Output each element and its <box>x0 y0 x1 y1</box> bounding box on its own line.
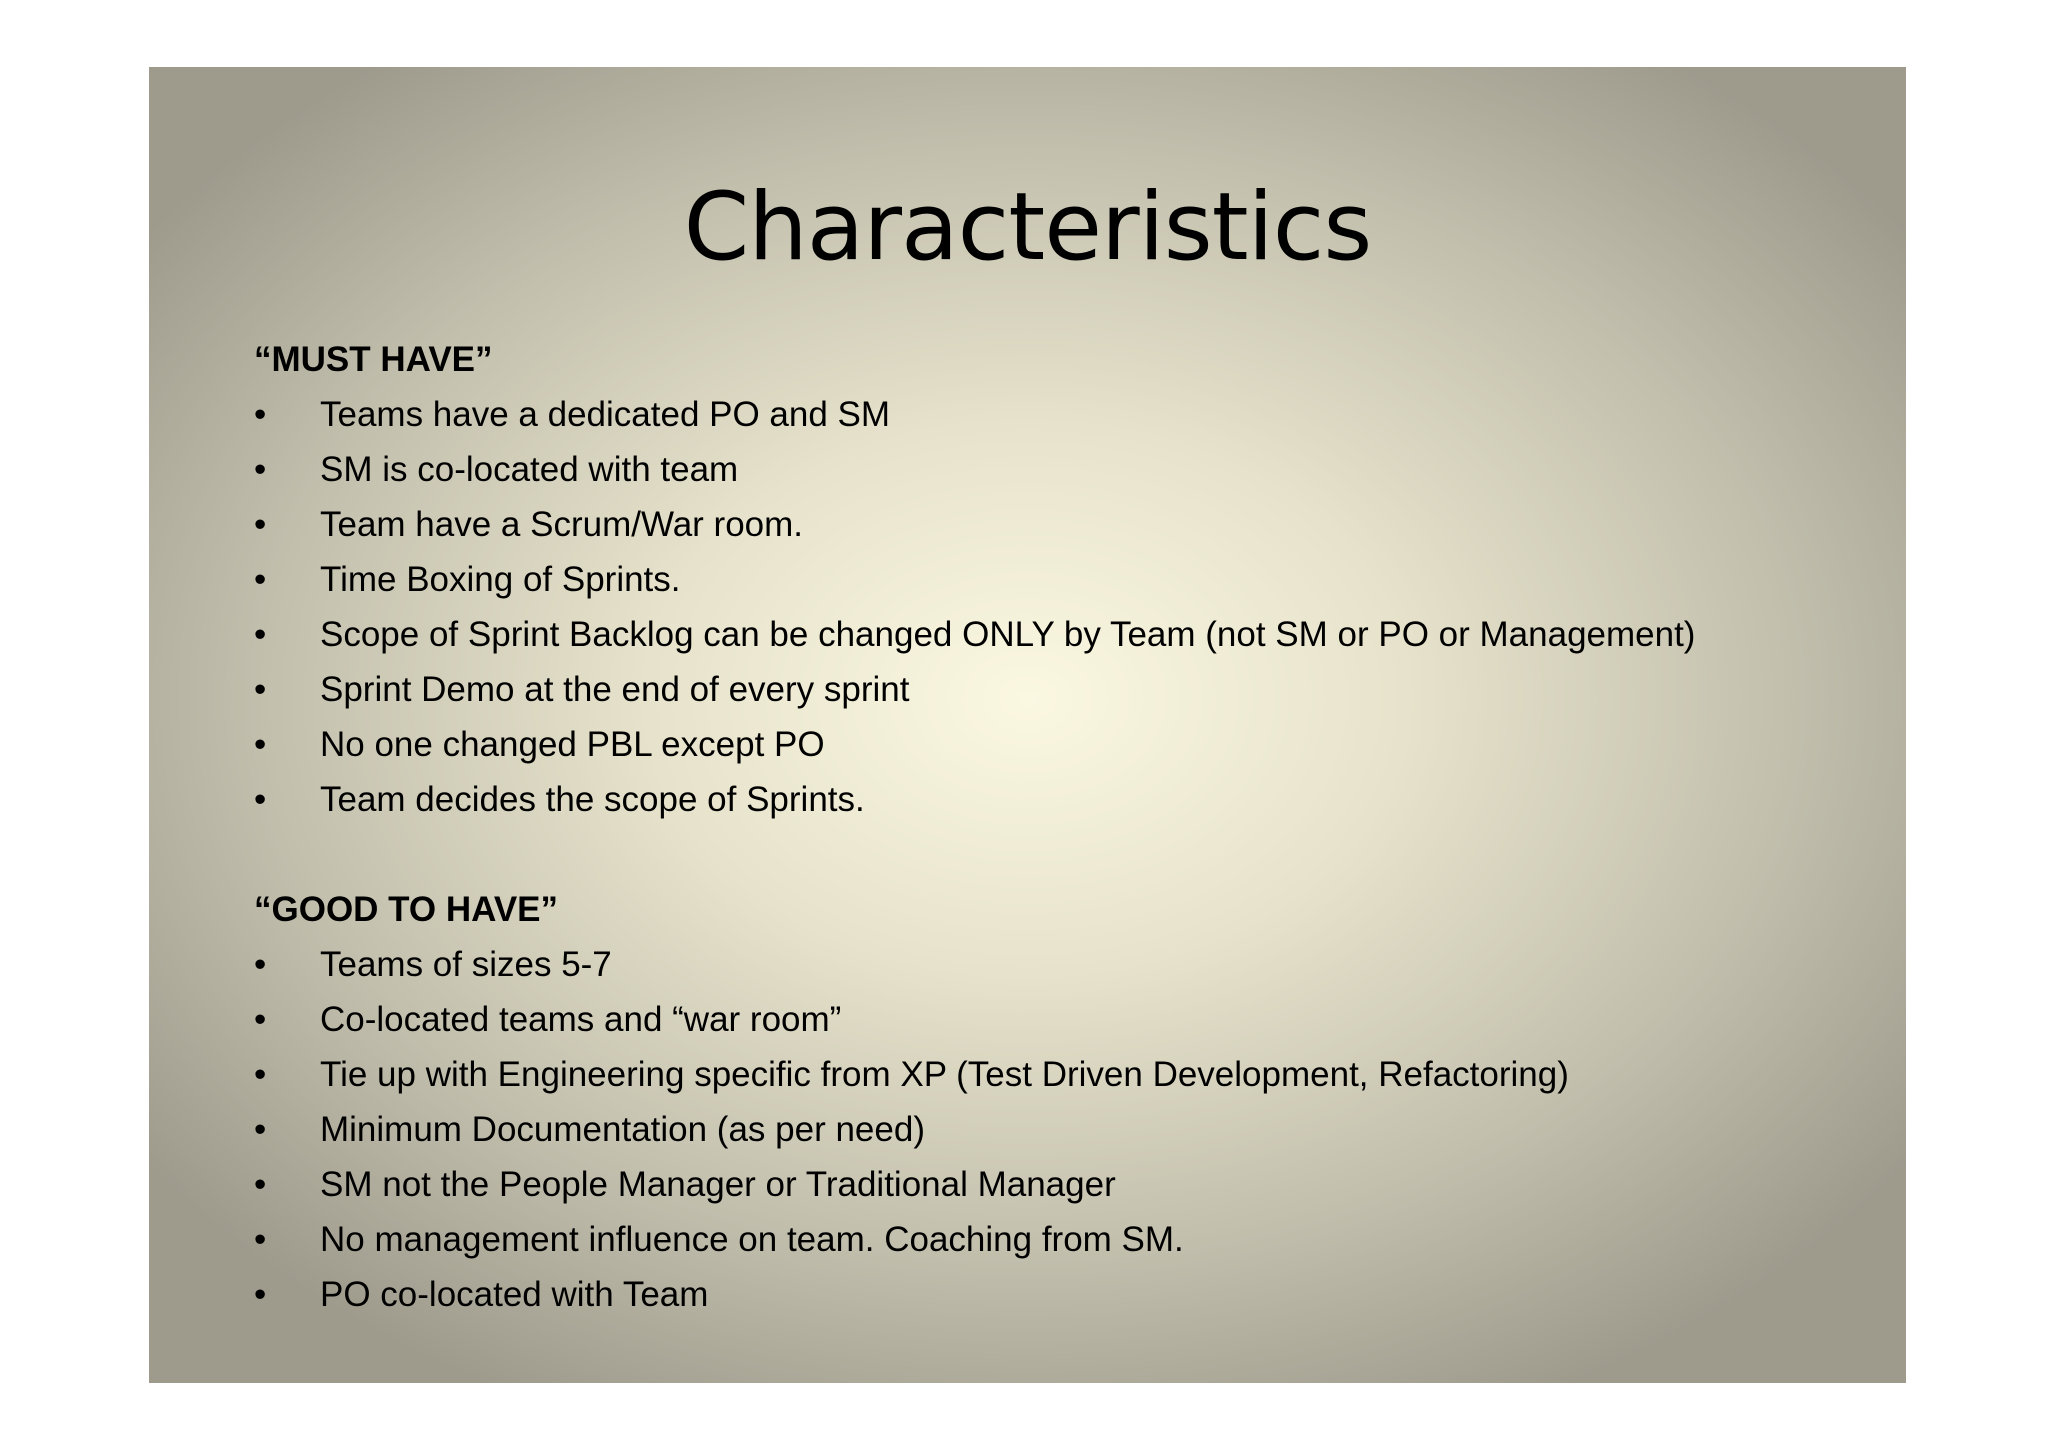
list-item-text: PO co-located with Team <box>320 1275 709 1314</box>
list-item-text: Teams have a dedicated PO and SM <box>320 395 891 434</box>
list-item <box>254 662 1874 717</box>
bullet-icon: • <box>254 725 267 764</box>
list-item <box>254 717 1874 772</box>
bullet-icon: • <box>254 1055 267 1094</box>
list-item-text: Co-located teams and “war room” <box>320 1000 842 1039</box>
list-item-text: Scope of Sprint Backlog can be changed ONLY by Team (not SM or PO or Management) <box>320 615 1696 654</box>
list-item <box>254 1212 1874 1267</box>
list-item <box>254 607 1874 662</box>
bullet-icon: • <box>254 1165 267 1204</box>
bullet-icon: • <box>254 1275 267 1314</box>
list-item-text: Team have a Scrum/War room. <box>320 505 804 544</box>
bullet-icon: • <box>254 615 267 654</box>
list-item <box>254 552 1874 607</box>
slide-title: Characteristics <box>683 173 1372 282</box>
bullet-icon: • <box>254 1110 267 1149</box>
bullet-icon: • <box>254 1000 267 1039</box>
list-item <box>254 1102 1874 1157</box>
bullet-icon: • <box>254 560 267 599</box>
list-item-text: Minimum Documentation (as per need) <box>320 1110 925 1149</box>
bullet-icon: • <box>254 450 267 489</box>
list-item-text: SM is co-located with team <box>320 450 739 489</box>
list-item-text: Teams of sizes 5-7 <box>320 945 612 984</box>
good-to-have-heading: “GOOD TO HAVE” <box>254 890 559 929</box>
bullet-icon: • <box>254 780 267 819</box>
must-have-list <box>254 387 1874 827</box>
list-item <box>254 1047 1874 1102</box>
list-item <box>254 387 1874 442</box>
slide-content <box>254 332 1874 1322</box>
list-item-text: No management influence on team. Coaching from SM. <box>320 1220 1184 1259</box>
bullet-icon: • <box>254 505 267 544</box>
must-have-heading: “MUST HAVE” <box>254 340 493 379</box>
bullet-icon: • <box>254 1220 267 1259</box>
list-item <box>254 937 1874 992</box>
list-item-text: Time Boxing of Sprints. <box>320 560 681 599</box>
list-item-text: Team decides the scope of Sprints. <box>320 780 865 819</box>
list-item <box>254 1267 1874 1322</box>
list-item <box>254 1157 1874 1212</box>
bullet-icon: • <box>254 945 267 984</box>
list-item <box>254 497 1874 552</box>
list-item-text: Tie up with Engineering specific from XP (Test Driven Development, Refactoring) <box>320 1055 1569 1094</box>
list-item <box>254 442 1874 497</box>
list-item <box>254 772 1874 827</box>
list-item <box>254 992 1874 1047</box>
list-item-text: Sprint Demo at the end of every sprint <box>320 670 910 709</box>
bullet-icon: • <box>254 670 267 709</box>
bullet-icon: • <box>254 395 267 434</box>
good-to-have-list <box>254 937 1874 1322</box>
list-item-text: SM not the People Manager or Traditional Manager <box>320 1165 1116 1204</box>
slide <box>149 67 1906 1383</box>
section-spacer <box>254 827 1874 882</box>
list-item-text: No one changed PBL except PO <box>320 725 825 764</box>
